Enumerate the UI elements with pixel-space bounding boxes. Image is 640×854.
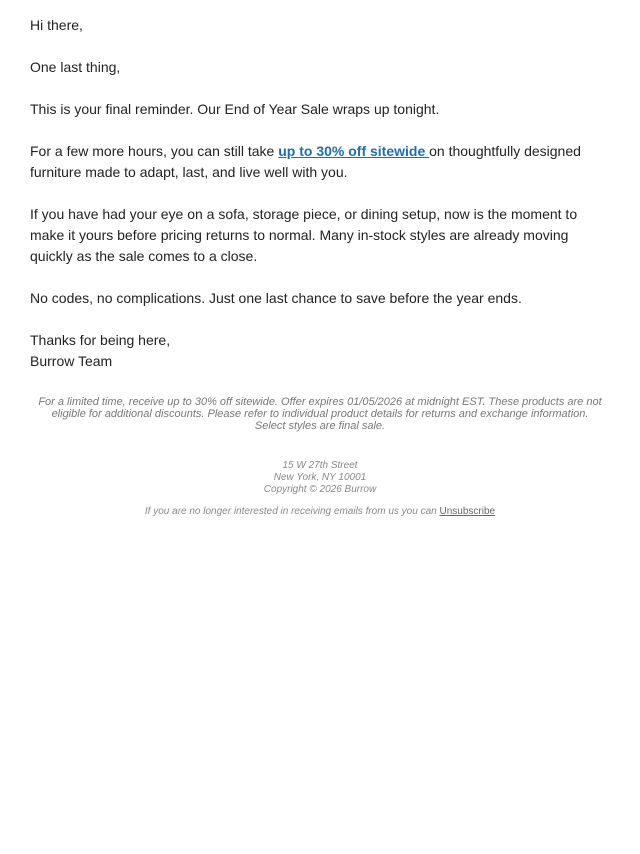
signoff [30,330,610,372]
no-codes-line: No codes, no complications. Just one last chance to save before the year ends. [30,290,522,306]
unsubscribe-link[interactable]: Unsubscribe [439,506,496,517]
unsubscribe-line [30,506,610,518]
sitewide-offer-link[interactable]: up to 30% off sitewide [278,143,430,159]
greeting: Hi there, [30,17,83,33]
disclaimer-text: For a limited time, receive up to 30% off sitewide. Offer expires 01/05/2026 at midnight EST. These products are not eligible for additional discounts. Please refer to individual product details for returns and exchange information. Select styles are final sale. [38,396,602,432]
intro-line: One last thing, [30,59,121,75]
offer-paragraph [30,141,610,183]
offer-text-before: For a few more hours, you can still take [30,143,279,159]
footer-address-line2: New York, NY 10001 [273,472,367,483]
signoff-thanks: Thanks for being here, [30,332,171,348]
reminder-line: This is your final reminder. Our End of Year Sale wraps up tonight. [30,101,440,117]
footer [30,460,610,518]
product-paragraph: If you have had your eye on a sofa, storage piece, or dining setup, now is the moment to make it yours before pricing returns to normal. Many in-stock styles are already moving quickly as the sale comes to a close. [30,206,578,264]
footer-copyright: Copyright © 2026 Burrow [263,484,377,495]
footer-address-line1: 15 W 27th Street [282,460,358,471]
unsubscribe-prefix: If you are no longer interested in receiving emails from us you can [144,506,440,517]
offer-text-after: on thoughtfully designed furniture made to adapt, last, and live well with you. [30,143,581,180]
signoff-name: Burrow Team [30,353,113,369]
